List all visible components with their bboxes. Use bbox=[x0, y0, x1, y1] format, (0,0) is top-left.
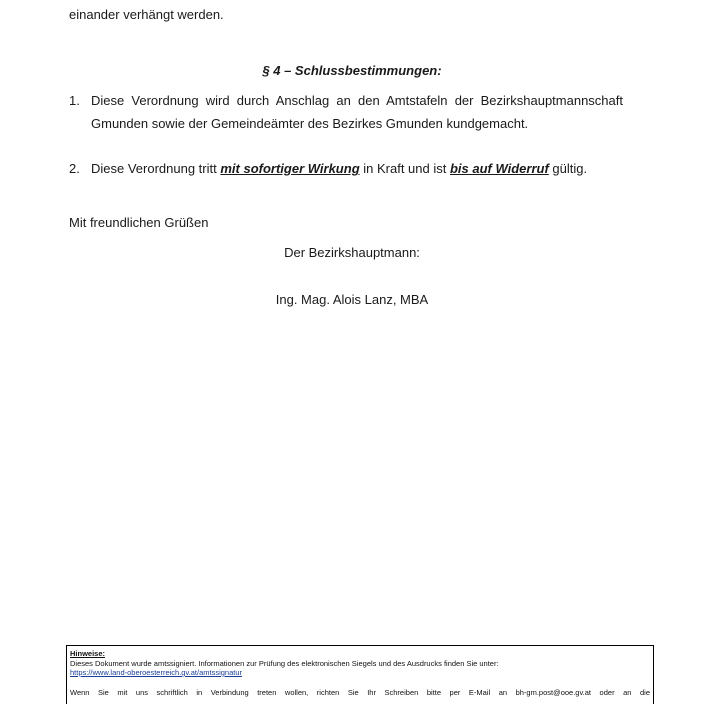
continued-text-fragment: einander verhängt werden. bbox=[69, 7, 224, 22]
signatory-name: Ing. Mag. Alois Lanz, MBA bbox=[275, 292, 429, 307]
list-item-number: 2. bbox=[69, 161, 80, 176]
emphasis-immediate-effect: mit sofortiger Wirkung bbox=[220, 161, 360, 176]
notice-box bbox=[66, 645, 654, 704]
list-item-number: 1. bbox=[69, 93, 80, 108]
section-heading: § 4 – Schlussbestimmungen: bbox=[262, 63, 442, 78]
list-item-line: Gmunden sowie der Gemeindeämter des Bezirkes Gmunden kundgemacht. bbox=[91, 116, 529, 131]
list-item-text: Diese Verordnung tritt mit sofortiger Wirkung in Kraft und ist bis auf Widerruf gültig. bbox=[91, 161, 588, 176]
closing-greeting: Mit freundlichen Grüßen bbox=[69, 215, 209, 230]
emphasis-until-revoked: bis auf Widerruf bbox=[449, 161, 549, 176]
amtssignatur-link[interactable]: https://www.land-oberoesterreich.gv.at/amtssignatur bbox=[70, 668, 243, 677]
signatory-title: Der Bezirkshauptmann: bbox=[284, 245, 420, 260]
list-item-line: Diese Verordnung wird durch Anschlag an den Amtstafeln der Bezirkshauptmannschaft bbox=[91, 93, 623, 108]
notice-title: Hinweise: bbox=[70, 649, 106, 658]
notice-signature-info: Dieses Dokument wurde amtssigniert. Informationen zur Prüfung des elektronischen Siegels und des Ausdrucks finden Sie unter: bbox=[70, 658, 499, 668]
notice-contact-text: Wenn Sie mit uns schriftlich in Verbindung treten wollen, richten Sie Ihr Schreiben bitte per E-Mail an bh-gm.post@ooe.gv.at oder an die bbox=[70, 687, 650, 697]
